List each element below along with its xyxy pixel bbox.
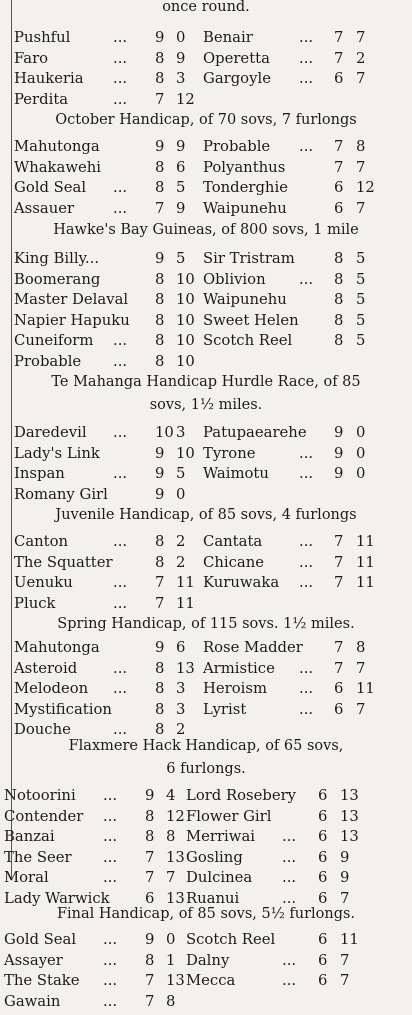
leader-dots: ... — [103, 951, 118, 969]
leader-dots: ... — [299, 49, 314, 67]
weight-stone: 8 — [155, 353, 165, 370]
leader-dots: ... — [299, 270, 314, 288]
weight-stone: 6 — [334, 700, 344, 718]
leader-dots: ... — [282, 848, 297, 866]
horse-name: Gosling — [186, 848, 243, 866]
weight-stone: 7 — [145, 992, 155, 1010]
leader-dots: ... — [299, 659, 314, 677]
entry-row — [0, 553, 412, 573]
horse-name: Cantata — [203, 533, 263, 550]
weight-pounds: 10 — [176, 444, 195, 462]
race-heading: Juvenile Handicap, of 85 sovs, 4 furlongs — [55, 507, 357, 523]
horse-name: Notoorini — [4, 787, 76, 804]
weight-stone: 8 — [334, 270, 344, 288]
horse-name: Asteroid — [14, 659, 78, 677]
weight-stone: 8 — [334, 332, 344, 350]
horse-name: King Billy... — [14, 250, 100, 267]
horse-name: Patupaearehe — [203, 424, 307, 441]
entry-row — [0, 638, 412, 658]
horse-name: Rose Madder — [203, 639, 303, 656]
weight-pounds: 0 — [356, 444, 366, 462]
entry-row — [0, 700, 412, 720]
leader-dots: ... — [299, 138, 314, 155]
weight-stone: 9 — [155, 485, 165, 503]
weight-stone: 7 — [155, 574, 165, 592]
horse-name: Sir Tristram — [203, 250, 295, 267]
leader-dots: ... — [113, 465, 128, 483]
entry-row — [0, 49, 412, 69]
leader-dots: ... — [103, 972, 118, 990]
horse-name: Waipunehu — [203, 199, 287, 217]
weight-pounds: 5 — [356, 311, 366, 329]
weight-pounds: 11 — [356, 574, 375, 592]
weight-stone: 7 — [334, 158, 344, 176]
weight-pounds: 13 — [176, 659, 195, 677]
leader-dots: ... — [113, 29, 128, 46]
weight-pounds: 5 — [356, 270, 366, 288]
horse-name: Ruanui — [186, 890, 240, 907]
weight-stone: 6 — [334, 199, 344, 217]
weight-stone: 9 — [334, 465, 344, 483]
weight-pounds: 9 — [176, 138, 186, 155]
entry-row — [0, 532, 412, 552]
leader-dots: ... — [113, 659, 128, 677]
weight-stone: 8 — [334, 250, 344, 267]
horse-name: Waipunehu — [203, 291, 287, 309]
horse-name: Tonderghie — [203, 179, 288, 197]
horse-name: Assauer — [14, 199, 75, 217]
race-heading: Spring Handicap, of 115 sovs. 1½ miles. — [57, 616, 355, 632]
weight-stone: 7 — [145, 848, 155, 866]
weight-stone: 8 — [155, 680, 165, 698]
weight-stone: 6 — [318, 787, 328, 804]
horse-name: Oblivion — [203, 270, 266, 288]
leader-dots: ... — [299, 465, 314, 483]
entry-row — [0, 90, 412, 110]
leader-dots: ... — [113, 90, 128, 108]
horse-name: Kuruwaka — [203, 574, 280, 592]
horse-name: Dalny — [186, 951, 230, 969]
weight-stone: 10 — [155, 424, 174, 441]
horse-name: Probable — [14, 353, 82, 370]
weight-stone: 8 — [145, 807, 155, 825]
weight-stone: 6 — [334, 680, 344, 698]
weight-pounds: 5 — [356, 250, 366, 267]
weight-stone: 7 — [334, 659, 344, 677]
leader-dots: ... — [299, 680, 314, 698]
entry-row — [0, 178, 412, 198]
weight-pounds: 7 — [356, 29, 366, 46]
entry-row — [0, 352, 412, 372]
weight-stone: 8 — [334, 311, 344, 329]
weight-stone: 6 — [145, 890, 155, 907]
weight-stone: 8 — [155, 700, 165, 718]
weight-stone: 6 — [334, 179, 344, 197]
weight-stone: 6 — [318, 848, 328, 866]
weight-pounds: 7 — [340, 972, 350, 990]
entry-row — [0, 679, 412, 699]
weight-pounds: 10 — [176, 353, 195, 370]
horse-name: Gargoyle — [203, 70, 271, 88]
weight-stone: 6 — [318, 972, 328, 990]
top-line: once round. — [162, 0, 250, 15]
weight-stone: 8 — [155, 270, 165, 288]
weight-pounds: 6 — [176, 639, 186, 656]
horse-name: Merriwai — [186, 828, 256, 846]
weight-pounds: 11 — [176, 594, 195, 612]
weight-stone: 9 — [334, 444, 344, 462]
horse-name: Boomerang — [14, 270, 101, 288]
entry-row — [0, 807, 412, 827]
weight-stone: 8 — [155, 49, 165, 67]
weight-pounds: 11 — [340, 931, 359, 948]
horse-name: Benair — [203, 29, 253, 46]
weight-stone: 7 — [145, 972, 155, 990]
entry-row — [0, 868, 412, 888]
entry-row — [0, 331, 412, 351]
leader-dots: ... — [103, 787, 118, 804]
horse-name: Waimotu — [203, 465, 269, 483]
horse-name: Canton — [14, 533, 69, 550]
weight-stone: 9 — [155, 29, 165, 46]
weight-pounds: 7 — [340, 951, 350, 969]
weight-pounds: 12 — [166, 807, 185, 825]
weight-stone: 8 — [155, 311, 165, 329]
weight-stone: 8 — [145, 951, 155, 969]
weight-stone: 8 — [155, 659, 165, 677]
weight-stone: 6 — [334, 70, 344, 88]
weight-pounds: 7 — [356, 158, 366, 176]
horse-name: Mahutonga — [14, 138, 100, 155]
weight-pounds: 5 — [356, 291, 366, 309]
weight-stone: 8 — [155, 553, 165, 571]
horse-name: Daredevil — [14, 424, 87, 441]
horse-name: Heroism — [203, 680, 267, 698]
horse-name: Pushful — [14, 29, 71, 46]
weight-pounds: 13 — [166, 848, 185, 866]
weight-stone: 9 — [155, 465, 165, 483]
weight-stone: 7 — [334, 639, 344, 656]
entry-row — [0, 69, 412, 89]
horse-name: The Squatter — [14, 553, 113, 571]
weight-pounds: 2 — [176, 721, 186, 739]
entry-row — [0, 992, 412, 1012]
horse-name: Polyanthus — [203, 158, 286, 176]
entry-row — [0, 786, 412, 806]
weight-pounds: 13 — [340, 807, 359, 825]
weight-pounds: 2 — [176, 553, 186, 571]
weight-pounds: 1 — [166, 951, 176, 969]
weight-pounds: 12 — [356, 179, 375, 197]
horse-name: Gawain — [4, 992, 61, 1010]
weight-pounds: 7 — [340, 890, 350, 907]
horse-name: Mecca — [186, 972, 236, 990]
horse-name: The Stake — [4, 972, 80, 990]
leader-dots: ... — [103, 828, 118, 846]
weight-pounds: 3 — [176, 700, 186, 718]
race-heading: 6 furlongs. — [166, 761, 246, 777]
horse-name: Scotch Reel — [186, 931, 276, 948]
weight-pounds: 5 — [356, 332, 366, 350]
entry-row — [0, 971, 412, 991]
race-heading: sovs, 1½ miles. — [149, 397, 263, 413]
weight-pounds: 10 — [176, 291, 195, 309]
horse-name: The Seer — [4, 848, 72, 866]
weight-pounds: 0 — [166, 931, 176, 948]
leader-dots: ... — [103, 869, 118, 887]
weight-pounds: 10 — [176, 311, 195, 329]
entry-row — [0, 311, 412, 331]
weight-stone: 8 — [155, 332, 165, 350]
weight-stone: 6 — [318, 931, 328, 948]
horse-name: Whakawehi — [14, 158, 102, 176]
leader-dots: ... — [282, 890, 297, 907]
leader-dots: ... — [299, 70, 314, 88]
weight-pounds: 5 — [176, 465, 186, 483]
weight-pounds: 4 — [166, 787, 176, 804]
horse-name: Melodeon — [14, 680, 89, 698]
leader-dots: ... — [113, 353, 128, 370]
entry-row — [0, 659, 412, 679]
weight-stone: 9 — [145, 931, 155, 948]
weight-pounds: 0 — [176, 29, 186, 46]
leader-dots: ... — [282, 951, 297, 969]
leader-dots: ... — [113, 49, 128, 67]
weight-stone: 6 — [318, 807, 328, 825]
horse-name: Scotch Reel — [203, 332, 293, 350]
leader-dots: ... — [103, 931, 118, 948]
horse-name: Lady's Link — [14, 444, 100, 462]
weight-pounds: 9 — [176, 199, 186, 217]
weight-stone: 8 — [155, 158, 165, 176]
weight-stone: 9 — [155, 639, 165, 656]
weight-pounds: 7 — [356, 199, 366, 217]
leader-dots: ... — [113, 199, 128, 217]
entry-row — [0, 158, 412, 178]
horse-name: Chicane — [203, 553, 264, 571]
entry-row — [0, 28, 412, 48]
horse-name: Armistice — [203, 659, 275, 677]
horse-name: Faro — [14, 49, 49, 67]
weight-pounds: 13 — [166, 890, 185, 907]
weight-pounds: 8 — [166, 992, 176, 1010]
entry-row — [0, 485, 412, 505]
weight-pounds: 10 — [176, 332, 195, 350]
weight-pounds: 7 — [356, 659, 366, 677]
horse-name: Cuneiform — [14, 332, 94, 350]
horse-name: Uenuku — [14, 574, 73, 592]
leader-dots: ... — [113, 424, 128, 441]
weight-stone: 7 — [155, 199, 165, 217]
horse-name: Sweet Helen — [203, 311, 299, 329]
horse-name: Banzai — [4, 828, 55, 846]
weight-pounds: 11 — [176, 574, 195, 592]
leader-dots: ... — [299, 444, 314, 462]
weight-pounds: 5 — [176, 250, 186, 267]
weight-pounds: 6 — [176, 158, 186, 176]
weight-pounds: 7 — [356, 70, 366, 88]
weight-stone: 8 — [155, 70, 165, 88]
weight-pounds: 11 — [356, 533, 375, 550]
weight-pounds: 0 — [356, 424, 366, 441]
weight-pounds: 11 — [356, 680, 375, 698]
weight-pounds: 10 — [176, 270, 195, 288]
leader-dots: ... — [299, 553, 314, 571]
entry-row — [0, 827, 412, 847]
weight-pounds: 8 — [356, 138, 366, 155]
weight-stone: 9 — [155, 138, 165, 155]
weight-pounds: 9 — [340, 869, 350, 887]
horse-name: Perdita — [14, 90, 69, 108]
weight-pounds: 8 — [166, 828, 176, 846]
leader-dots: ... — [113, 70, 128, 88]
weight-stone: 7 — [155, 90, 165, 108]
weight-stone: 7 — [334, 574, 344, 592]
weight-stone: 7 — [334, 553, 344, 571]
weight-pounds: 7 — [356, 700, 366, 718]
weight-stone: 6 — [318, 828, 328, 846]
race-heading: Hawke's Bay Guineas, of 800 sovs, 1 mile — [53, 222, 359, 238]
weight-pounds: 13 — [340, 787, 359, 804]
leader-dots: ... — [113, 332, 128, 350]
weight-pounds: 3 — [176, 680, 186, 698]
horse-name: Romany Girl — [14, 485, 108, 503]
entry-row — [0, 270, 412, 290]
weight-pounds: 11 — [356, 553, 375, 571]
entry-row — [0, 290, 412, 310]
weight-stone: 8 — [155, 291, 165, 309]
weight-stone: 7 — [145, 869, 155, 887]
horse-name: Moral — [4, 869, 49, 887]
leader-dots: ... — [113, 680, 128, 698]
horse-name: Flower Girl — [186, 807, 272, 825]
entry-row — [0, 951, 412, 971]
weight-pounds: 2 — [176, 533, 186, 550]
horse-name: Mystification — [14, 700, 112, 718]
horse-name: Assayer — [4, 951, 63, 969]
horse-name: Operetta — [203, 49, 270, 67]
race-heading: Te Mahanga Handicap Hurdle Race, of 85 — [51, 374, 361, 390]
horse-name: Dulcinea — [186, 869, 253, 887]
weight-stone: 6 — [318, 890, 328, 907]
weight-stone: 8 — [155, 721, 165, 739]
entry-row — [0, 444, 412, 464]
entry-row — [0, 594, 412, 614]
race-heading: October Handicap, of 70 sovs, 7 furlongs — [55, 112, 357, 128]
weight-stone: 8 — [155, 533, 165, 550]
entry-row — [0, 848, 412, 868]
weight-pounds: 13 — [340, 828, 359, 846]
leader-dots: ... — [113, 574, 128, 592]
leader-dots: ... — [113, 721, 128, 739]
leader-dots: ... — [113, 533, 128, 550]
horse-name: Probable — [203, 138, 271, 155]
race-heading: Flaxmere Hack Handicap, of 65 sovs, — [68, 738, 344, 754]
leader-dots: ... — [103, 807, 118, 825]
entry-row — [0, 423, 412, 443]
weight-stone: 7 — [334, 29, 344, 46]
weight-stone: 9 — [155, 250, 165, 267]
weight-pounds: 8 — [356, 639, 366, 656]
leader-dots: ... — [282, 869, 297, 887]
horse-name: Master Delaval — [14, 291, 129, 309]
horse-name: Pluck — [14, 594, 56, 612]
weight-pounds: 3 — [176, 424, 186, 441]
leader-dots: ... — [103, 992, 118, 1010]
weight-pounds: 9 — [340, 848, 350, 866]
horse-name: Gold Seal — [4, 931, 77, 948]
weight-pounds: 12 — [176, 90, 195, 108]
weight-stone: 6 — [318, 951, 328, 969]
weight-pounds: 9 — [176, 49, 186, 67]
weight-stone: 7 — [334, 533, 344, 550]
weight-stone: 6 — [318, 869, 328, 887]
entry-row — [0, 930, 412, 950]
weight-stone: 7 — [334, 138, 344, 155]
horse-name: Inspan — [14, 465, 65, 483]
weight-stone: 9 — [155, 444, 165, 462]
weight-stone: 8 — [145, 828, 155, 846]
leader-dots: ... — [282, 972, 297, 990]
weight-stone: 9 — [145, 787, 155, 804]
weight-stone: 7 — [155, 594, 165, 612]
leader-dots: ... — [299, 574, 314, 592]
weight-pounds: 0 — [176, 485, 186, 503]
weight-stone: 9 — [334, 424, 344, 441]
weight-pounds: 5 — [176, 179, 186, 197]
leader-dots: ... — [299, 533, 314, 550]
horse-name: Lady Warwick — [4, 890, 110, 907]
horse-name: Gold Seal — [14, 179, 87, 197]
entry-row — [0, 137, 412, 157]
weight-pounds: 2 — [356, 49, 366, 67]
weight-stone: 8 — [334, 291, 344, 309]
weight-pounds: 3 — [176, 70, 186, 88]
leader-dots: ... — [113, 594, 128, 612]
weight-stone: 8 — [155, 179, 165, 197]
horse-name: Mahutonga — [14, 639, 100, 656]
horse-name: Napier Hapuku — [14, 311, 130, 329]
weight-pounds: 0 — [356, 465, 366, 483]
entry-row — [0, 249, 412, 269]
entry-row — [0, 464, 412, 484]
weight-stone: 7 — [334, 49, 344, 67]
horse-name: Lyrist — [203, 700, 247, 718]
weight-pounds: 7 — [166, 869, 176, 887]
leader-dots: ... — [299, 29, 314, 46]
leader-dots: ... — [113, 179, 128, 197]
horse-name: Haukeria — [14, 70, 84, 88]
entry-row — [0, 573, 412, 593]
horse-name: Contender — [4, 807, 84, 825]
weight-pounds: 13 — [166, 972, 185, 990]
leader-dots: ... — [282, 828, 297, 846]
leader-dots: ... — [299, 700, 314, 718]
leader-dots: ... — [103, 848, 118, 866]
horse-name: Douche — [14, 721, 71, 739]
race-heading: Final Handicap, of 85 sovs, 5½ furlongs. — [56, 906, 356, 922]
horse-name: Lord Rosebery — [186, 787, 297, 804]
horse-name: Tyrone — [203, 444, 256, 462]
entry-row — [0, 199, 412, 219]
